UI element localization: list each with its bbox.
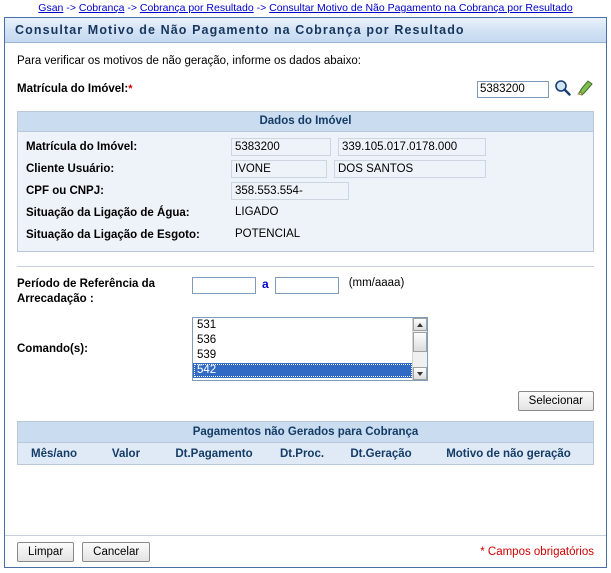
matricula-label: Matrícula do Imóvel: (17, 83, 129, 95)
imovel-row-cliente (18, 158, 593, 180)
imovel-value-esgoto: POTENCIAL (235, 228, 301, 240)
imovel-label-matricula: Matrícula do Imóvel: (26, 141, 138, 153)
breadcrumb-separator: -> (124, 2, 140, 14)
imovel-value-cpf: 358.553.554- (231, 182, 349, 200)
imovel-label-cliente: Cliente Usuário: (26, 163, 115, 175)
dados-imovel-body (18, 132, 593, 251)
section-divider (17, 266, 594, 267)
dados-imovel-panel (17, 111, 594, 252)
imovel-row-matricula (18, 136, 593, 158)
comandos-label: Comando(s): (17, 343, 88, 355)
imovel-label-agua: Situação da Ligação de Água: (26, 207, 190, 219)
imovel-value-agua: LIGADO (235, 206, 279, 218)
scroll-up-icon[interactable] (413, 318, 427, 331)
matricula-required-mark: * (128, 83, 133, 95)
main-window (4, 17, 607, 568)
breadcrumb-separator: -> (253, 2, 270, 14)
cancelar-button[interactable]: Cancelar (82, 542, 150, 562)
eraser-icon[interactable] (576, 79, 594, 99)
scrollbar-thumb[interactable] (413, 332, 427, 352)
form-body (5, 43, 606, 465)
imovel-row-esgoto (18, 224, 593, 246)
list-item[interactable]: 531 (197, 319, 217, 331)
intro-text: Para verificar os motivos de não geração, informe os dados abaixo: (17, 55, 361, 67)
list-item[interactable]: 539 (197, 349, 217, 361)
page-title: Consultar Motivo de Não Pagamento na Cobrança por Resultado (5, 18, 606, 43)
breadcrumb-item-current[interactable]: Consultar Motivo de Não Pagamento na Cobrança por Resultado (269, 2, 573, 14)
matricula-row (17, 79, 594, 99)
limpar-button[interactable]: Limpar (17, 542, 74, 562)
imovel-value-inscricao: 339.105.017.0178.000 (338, 138, 486, 156)
dados-imovel-title: Dados do Imóvel (18, 112, 593, 132)
breadcrumb-item-cobranca-por-resultado[interactable]: Cobrança por Resultado (139, 2, 254, 14)
list-item-selected[interactable]: 542 (193, 363, 413, 378)
scroll-down-icon[interactable] (413, 367, 427, 380)
comandos-scrollbar[interactable] (412, 318, 427, 380)
periodo-row (17, 277, 594, 307)
selecionar-row (17, 391, 594, 411)
magnifier-icon[interactable] (554, 79, 571, 99)
list-item[interactable]: 536 (197, 334, 217, 346)
column-header-dtpagamento: Dt.Pagamento (175, 447, 253, 460)
column-header-dtgeracao: Dt.Geração (350, 447, 412, 460)
periodo-inicial-input[interactable] (192, 277, 256, 294)
column-header-valor: Valor (111, 447, 141, 460)
column-header-mesano: Mês/ano (30, 447, 77, 460)
imovel-value-matricula: 5383200 (231, 138, 331, 156)
periodo-final-input[interactable] (275, 277, 339, 294)
periodo-format-hint: (mm/aaaa) (348, 277, 405, 289)
selecionar-button[interactable]: Selecionar (518, 391, 594, 411)
pagamentos-column-headers (17, 443, 594, 465)
comandos-row (17, 317, 594, 381)
column-header-dtproc: Dt.Proc. (279, 447, 325, 460)
periodo-label: Período de Referência da Arrecadação : (17, 278, 156, 305)
breadcrumb-item-gsan[interactable]: Gsan (38, 2, 64, 14)
campos-obrigatorios-note: * Campos obrigatórios (480, 545, 594, 558)
imovel-label-esgoto: Situação da Ligação de Esgoto: (26, 229, 200, 241)
matricula-input[interactable] (477, 81, 549, 98)
breadcrumb (0, 0, 611, 15)
imovel-value-cliente-nome: IVONE (231, 160, 327, 178)
imovel-value-cliente-sobrenome: DOS SANTOS (334, 160, 486, 178)
imovel-row-agua (18, 202, 593, 224)
column-header-motivo: Motivo de não geração (446, 447, 571, 460)
breadcrumb-item-cobranca[interactable]: Cobrança (78, 2, 125, 14)
periodo-conector: a (262, 277, 269, 291)
breadcrumb-separator: -> (63, 2, 79, 14)
imovel-label-cpf: CPF ou CNPJ: (26, 185, 104, 197)
pagamentos-title: Pagamentos não Gerados para Cobrança (17, 421, 594, 443)
comandos-options (193, 318, 413, 380)
footer-bar (5, 535, 606, 567)
imovel-row-cpf (18, 180, 593, 202)
comandos-listbox[interactable] (192, 317, 428, 381)
